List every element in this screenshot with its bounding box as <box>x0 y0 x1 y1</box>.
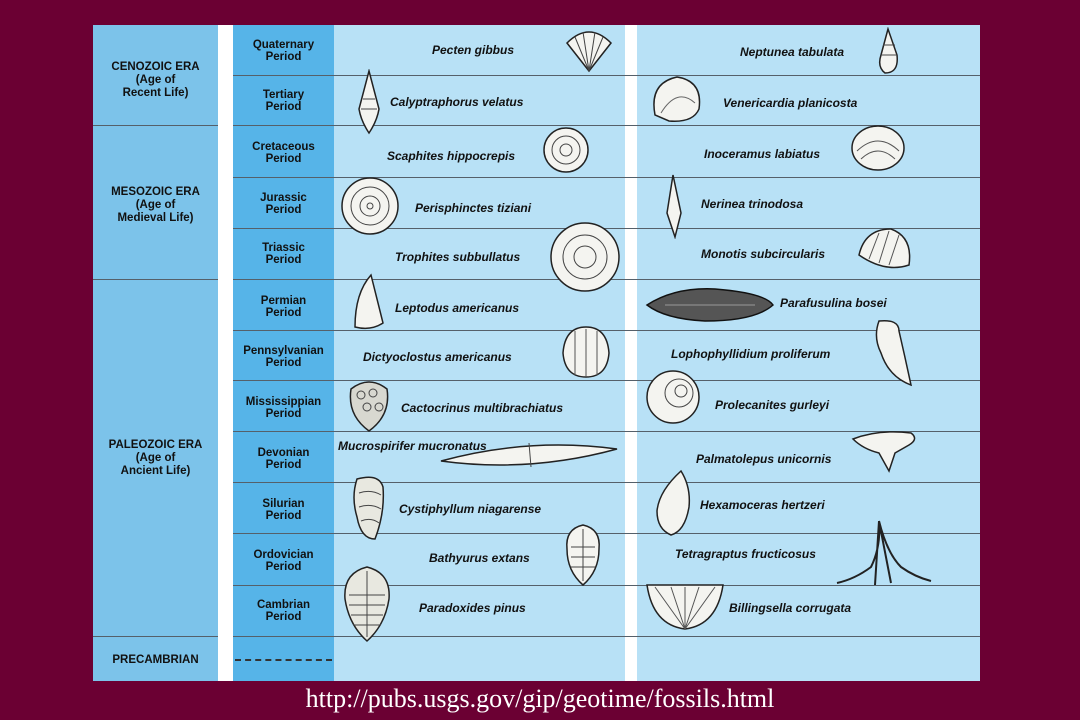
fossil-label-dictyoclostus-americanus: Dictyoclostus americanus <box>363 350 512 364</box>
coral-icon <box>349 473 389 545</box>
fossil-label-leptodus-americanus: Leptodus americanus <box>395 301 520 315</box>
fossil-label-prolecanites-gurleyi: Prolecanites gurleyi <box>715 398 830 412</box>
clam-shell-icon <box>855 225 915 275</box>
fossil-label-bathyurus-extans: Bathyurus extans <box>429 551 530 565</box>
period-boundary <box>233 75 980 76</box>
fossil-label-pecten-gibbus: Pecten gibbus <box>432 43 515 57</box>
fossil-label-neptunea-tabulata: Neptunea tabulata <box>740 45 845 59</box>
period-label-jurassic: Jurassic Period <box>260 192 307 216</box>
fossil-label-hexamoceras-hertzeri: Hexamoceras hertzeri <box>700 498 825 512</box>
fossil-label-inoceramus-labiatus: Inoceramus labiatus <box>704 147 821 161</box>
trilobite-icon <box>339 565 395 643</box>
ammonite-icon <box>545 217 625 297</box>
nautiloid-icon <box>651 467 695 539</box>
fusulinid-icon <box>645 285 775 325</box>
scallop-shell-icon <box>563 27 615 75</box>
fossil-label-perisphinctes-tiziani: Perisphinctes tiziani <box>415 201 532 215</box>
period-label-permian: Permian Period <box>260 295 307 319</box>
spiral-shell-icon <box>355 69 383 135</box>
ammonite-icon <box>541 125 591 175</box>
ammonite-icon <box>339 175 401 237</box>
graptolite-icon <box>831 517 935 587</box>
goniatite-icon <box>643 367 701 429</box>
fossil-label-venericardia-planicosta: Venericardia planicosta <box>723 96 858 110</box>
fossil-label-parafusulina-bosei: Parafusulina bosei <box>780 296 887 310</box>
era-column <box>93 25 218 681</box>
era-boundary <box>93 636 218 637</box>
leptodus-shell-icon <box>351 273 385 333</box>
trilobite-icon <box>563 523 603 587</box>
fossil-label-monotis-subcircularis: Monotis subcircularis <box>701 247 826 261</box>
period-label-cretaceous: Cretaceous Period <box>252 141 315 165</box>
conodont-icon <box>849 427 921 477</box>
fossil-label-nerinea-trinodosa: Nerinea trinodosa <box>701 197 804 211</box>
era-label-cenozoic: CENOZOIC ERA (Age of Recent Life) <box>111 61 200 99</box>
horn-coral-icon <box>869 317 915 389</box>
column-divider <box>218 25 233 681</box>
fossil-label-mucrospirifer-mucronatus: Mucrospirifer mucronatus <box>338 439 487 453</box>
fossil-label-cactocrinus-multibrachiatus: Cactocrinus multibrachiatus <box>401 401 564 415</box>
fossil-label-scaphites-hippocrepis: Scaphites hippocrepis <box>387 149 516 163</box>
era-boundary <box>93 279 218 280</box>
oyster-shell-icon <box>849 121 907 175</box>
era-boundary <box>93 125 218 126</box>
fossil-label-cystiphyllum-niagarense: Cystiphyllum niagarense <box>399 502 542 516</box>
fossil-label-trophites-subbullatus: Trophites subbullatus <box>395 250 521 264</box>
spirifer-shell-icon <box>439 435 619 475</box>
period-label-silurian: Silurian Period <box>262 498 305 522</box>
period-label-cambrian: Cambrian Period <box>256 599 311 623</box>
period-label-mississippian: Mississippian Period <box>245 396 322 420</box>
period-boundary <box>233 482 980 483</box>
era-label-mesozoic: MESOZOIC ERA (Age of Medieval Life) <box>111 186 200 224</box>
brachiopod-icon <box>559 323 613 381</box>
brachiopod-icon <box>643 577 727 631</box>
source-url[interactable]: http://pubs.usgs.gov/gip/geotime/fossils.html <box>305 684 775 713</box>
whelk-shell-icon <box>873 27 903 77</box>
precambrian-dash-line <box>235 659 332 661</box>
fossil-label-calyptraphorus-velatus: Calyptraphorus velatus <box>390 95 524 109</box>
cone-shell-icon <box>663 173 683 239</box>
fossil-column-divider <box>625 25 637 681</box>
period-label-quaternary: Quaternary Period <box>252 39 315 63</box>
fossil-label-lophophyllidium-proliferum: Lophophyllidium proliferum <box>671 347 831 361</box>
geologic-time-chart <box>93 25 980 681</box>
fossil-label-billingsella-corrugata: Billingsella corrugata <box>729 601 852 615</box>
period-label-pennsylvanian: Pennsylvanian Period <box>243 345 324 369</box>
crinoid-cup-icon <box>345 375 393 433</box>
period-label-triassic: Triassic Period <box>262 242 305 266</box>
fossil-label-tetragraptus-fructicosus: Tetragraptus fructicosus <box>675 547 816 561</box>
period-label-tertiary: Tertiary Period <box>262 89 305 113</box>
fossil-label-palmatolepus-unicornis: Palmatolepus unicornis <box>696 452 832 466</box>
era-label-precambrian: PRECAMBRIAN <box>112 654 199 666</box>
period-label-devonian: Devonian Period <box>257 447 310 471</box>
era-label-paleozoic: PALEOZOIC ERA (Age of Ancient Life) <box>108 439 203 477</box>
clam-shell-icon <box>649 73 705 125</box>
fossil-label-paradoxides-pinus: Paradoxides pinus <box>419 601 526 615</box>
period-label-ordovician: Ordovician Period <box>253 549 314 573</box>
